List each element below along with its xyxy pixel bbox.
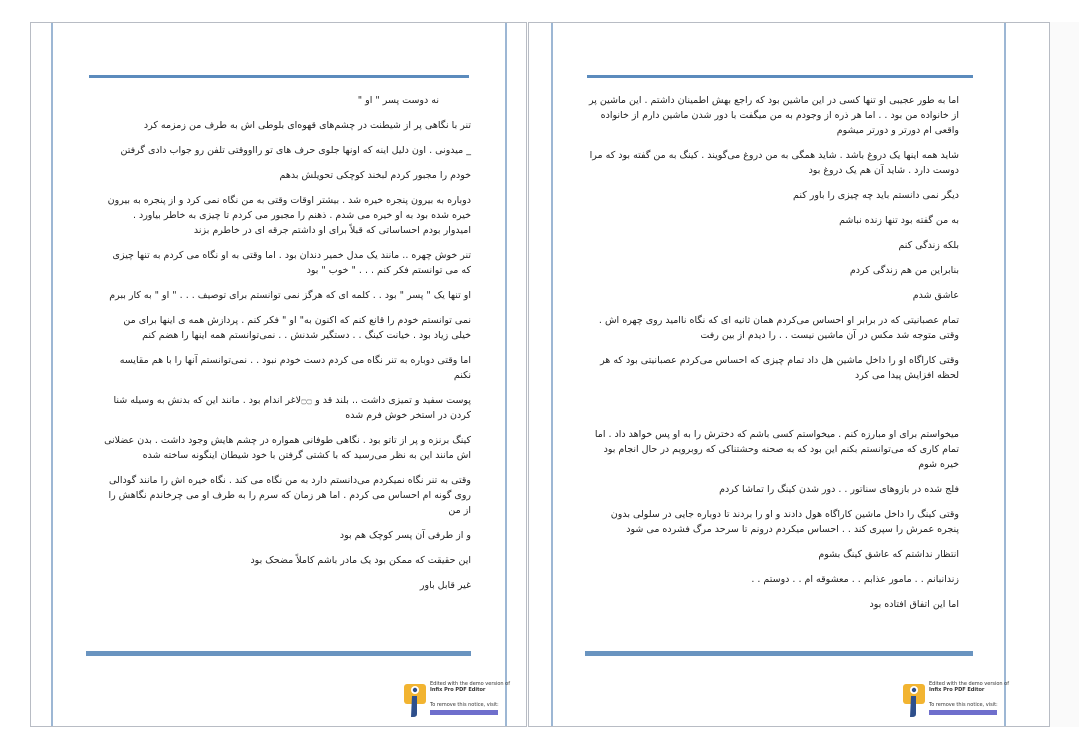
paragraph: و از طرفی آن پسر کوچک هم بود bbox=[339, 530, 471, 541]
watermark-line-1: Edited with the demo version of bbox=[430, 681, 511, 687]
paragraph: _ میدونی . اون دلیل اینه که اونها جلوی حرف های تو رااووقتی تلفن رو جواب دادی گرفتن bbox=[120, 145, 471, 156]
paragraph: انتظار نداشتم که عاشق کینگ بشوم bbox=[818, 549, 959, 560]
watermark-text bbox=[929, 681, 1009, 708]
watermark-line-3: To remove this notice, visit: bbox=[430, 702, 499, 708]
page-left bbox=[30, 22, 527, 727]
page-text bbox=[589, 93, 959, 622]
paragraph: دوباره به بیرون پنجره خیره شد . بیشتر اوقات وقتی به من نگاه نمی کرد و از پنجره به بیرون خیره شده بود به او خیره می شدم . ذهنم را مجبور می کردم تا چیزی به خاطر بیاورد . امیدوار بودم احساساتی که قبلاً برای او داشتم جرقه ای در خاطرم بزند bbox=[107, 195, 471, 236]
paragraph: نمی توانستم خودم را قانع کنم که اکنون به" او " فکر کنم . پردازش همه ی اینها برای من خیلی زیاد بود . خیانت کینگ . . دستگیر شدنش . . نمی‌توانستم همه اینها را هضم کنم bbox=[123, 315, 471, 341]
watermark-text bbox=[430, 681, 510, 708]
watermark-link-bar[interactable] bbox=[929, 710, 997, 715]
page-text bbox=[103, 93, 471, 603]
page-right bbox=[528, 22, 1050, 727]
margin-line-left bbox=[51, 23, 53, 726]
watermark-link-bar[interactable] bbox=[430, 710, 498, 715]
paragraph: غیر قابل باور bbox=[419, 580, 471, 591]
paragraph: وقتی به تنر نگاه نمیکردم می‌دانستم دارد به من نگاه می کند . نگاه خیره اش را مانند گودالی روی گونه ام احساس می کردم . اما هر زمان که سرم را به طرف او می چرخاندم نگاهش را از من bbox=[108, 475, 471, 516]
paragraph: شاید همه اینها یک دروغ باشد . شاید همگی به من دروغ می‌گویند . کینگ به من گفته بود که مرا دوست دارد . شاید آن هم یک دروغ بود bbox=[589, 150, 959, 176]
paragraph: بنابراین من هم زندگی کردم bbox=[849, 265, 959, 276]
bottom-rule bbox=[86, 651, 471, 656]
paragraph: عاشق شدم bbox=[912, 290, 959, 301]
watermark-line-1: Edited with the demo version of bbox=[929, 681, 1010, 687]
top-rule bbox=[587, 75, 973, 78]
margin-line-right bbox=[505, 23, 507, 726]
paragraph: وقتی کینگ را داخل ماشین کاراگاه هول دادند و او را بردند تا دوباره جایی در سلولی بدون پنجره عمرش را سپری کند . . احساس میکردم درونم تا سرحد مرگ فشرده می شود bbox=[610, 509, 959, 535]
paragraph: نه دوست پسر " او " bbox=[357, 95, 439, 106]
paragraph: فلج شده در بازوهای سناتور . . دور شدن کینگ را تماشا کردم bbox=[719, 484, 959, 495]
paragraph: پوست سفید و تمیزی داشت .. بلند قد و ۝۝لاغر اندام بود . مانند این که بدنش به وسیله شنا کردن در استخر خوش فرم شده bbox=[113, 395, 471, 421]
watermark-line-2: Infix Pro PDF Editor bbox=[929, 687, 985, 693]
paragraph: زندانبانم . . مامور عذابم . . معشوقه ام . . دوستم . . bbox=[751, 574, 959, 585]
watermark bbox=[403, 681, 511, 719]
paragraph: خودم را مجبور کردم لبخند کوچکی تحویلش بدهم bbox=[279, 170, 471, 181]
paragraph: اما به طور عجیبی او تنها کسی در این ماشین بود که راجع بهش اطمینان داشتم . این ماشین پر از خانواده من بود . . اما هر ذره از وجودم به من میگفت با دور شدن ماشین دارم از خانواده واقعی ام دورتر و دورتر میشوم bbox=[588, 95, 959, 136]
paragraph: تنر با نگاهی پر از شیطنت در چشم‌های قهوه‌ای بلوطی اش به طرف من زمزمه کرد bbox=[143, 120, 471, 131]
paragraph: میخواستم برای او مبارزه کنم . میخواستم کسی باشم که دخترش را به او پس خواهد داد . اما تمام کاری که می‌توانستم بکنم این بود که به صحنه وحشتناکی که روبرویم در حال انجام بود خیره شوم bbox=[594, 429, 959, 470]
paragraph: وقتی کاراگاه او را داخل ماشین هل داد تمام چیزی که احساس می‌کردم عصبانیتی بود که هر لحظه افزایش پیدا می کرد bbox=[600, 355, 959, 381]
infix-logo-icon bbox=[902, 681, 928, 719]
top-rule bbox=[89, 75, 469, 78]
watermark bbox=[902, 681, 1010, 719]
paragraph: کینگ برنزه و پر از تاتو بود . نگاهی طوفانی همواره در چشم هایش وجود داشت . بدن عضلانی اش مانند این به نظر می‌رسید که با کشتی گرفتن با خود شیطان اینگونه ساخته شده bbox=[104, 435, 471, 461]
paragraph: او تنها یک " پسر " بود . . کلمه ای که هرگز نمی توانستم برای توصیف . . . " او " به کار ببرم bbox=[109, 290, 471, 301]
margin-line-left bbox=[551, 23, 553, 726]
watermark-line-2: Infix Pro PDF Editor bbox=[430, 687, 486, 693]
margin-line-right bbox=[1004, 23, 1006, 726]
paragraph: تنر خوش چهره .. مانند یک مدل خمیر دندان بود . اما وقتی به او نگاه می کردم به تنها چیزی که می توانستم فکر کنم . . . " خوب " بود bbox=[112, 250, 471, 276]
paragraph: بلکه زندگی کنم bbox=[898, 240, 959, 251]
paragraph: اما وقتی دوباره به تنر نگاه می کردم دست خودم نبود . . نمی‌توانستم آنها را با هم مقایسه نکنم bbox=[119, 355, 471, 381]
paragraph: دیگر نمی دانستم باید چه چیزی را باور کنم bbox=[793, 190, 959, 201]
paragraph: این حقیقت که ممکن بود یک مادر باشم کاملاً مضحک بود bbox=[250, 555, 471, 566]
watermark-line-3: To remove this notice, visit: bbox=[929, 702, 998, 708]
bottom-rule bbox=[585, 651, 973, 656]
infix-logo-icon bbox=[403, 681, 429, 719]
viewer-background bbox=[1050, 22, 1079, 727]
paragraph: به من گفته بود تنها زنده نباشم bbox=[839, 215, 959, 226]
paragraph: اما این اتفاق افتاده بود bbox=[869, 599, 959, 610]
paragraph: تمام عصبانیتی که در برابر او احساس می‌کردم همان ثانیه ای که نگاه ناامید روی چهره اش . وقتی متوجه شد مکس در آن ماشین نیست . . را دیدم از بین رفت bbox=[598, 315, 959, 341]
